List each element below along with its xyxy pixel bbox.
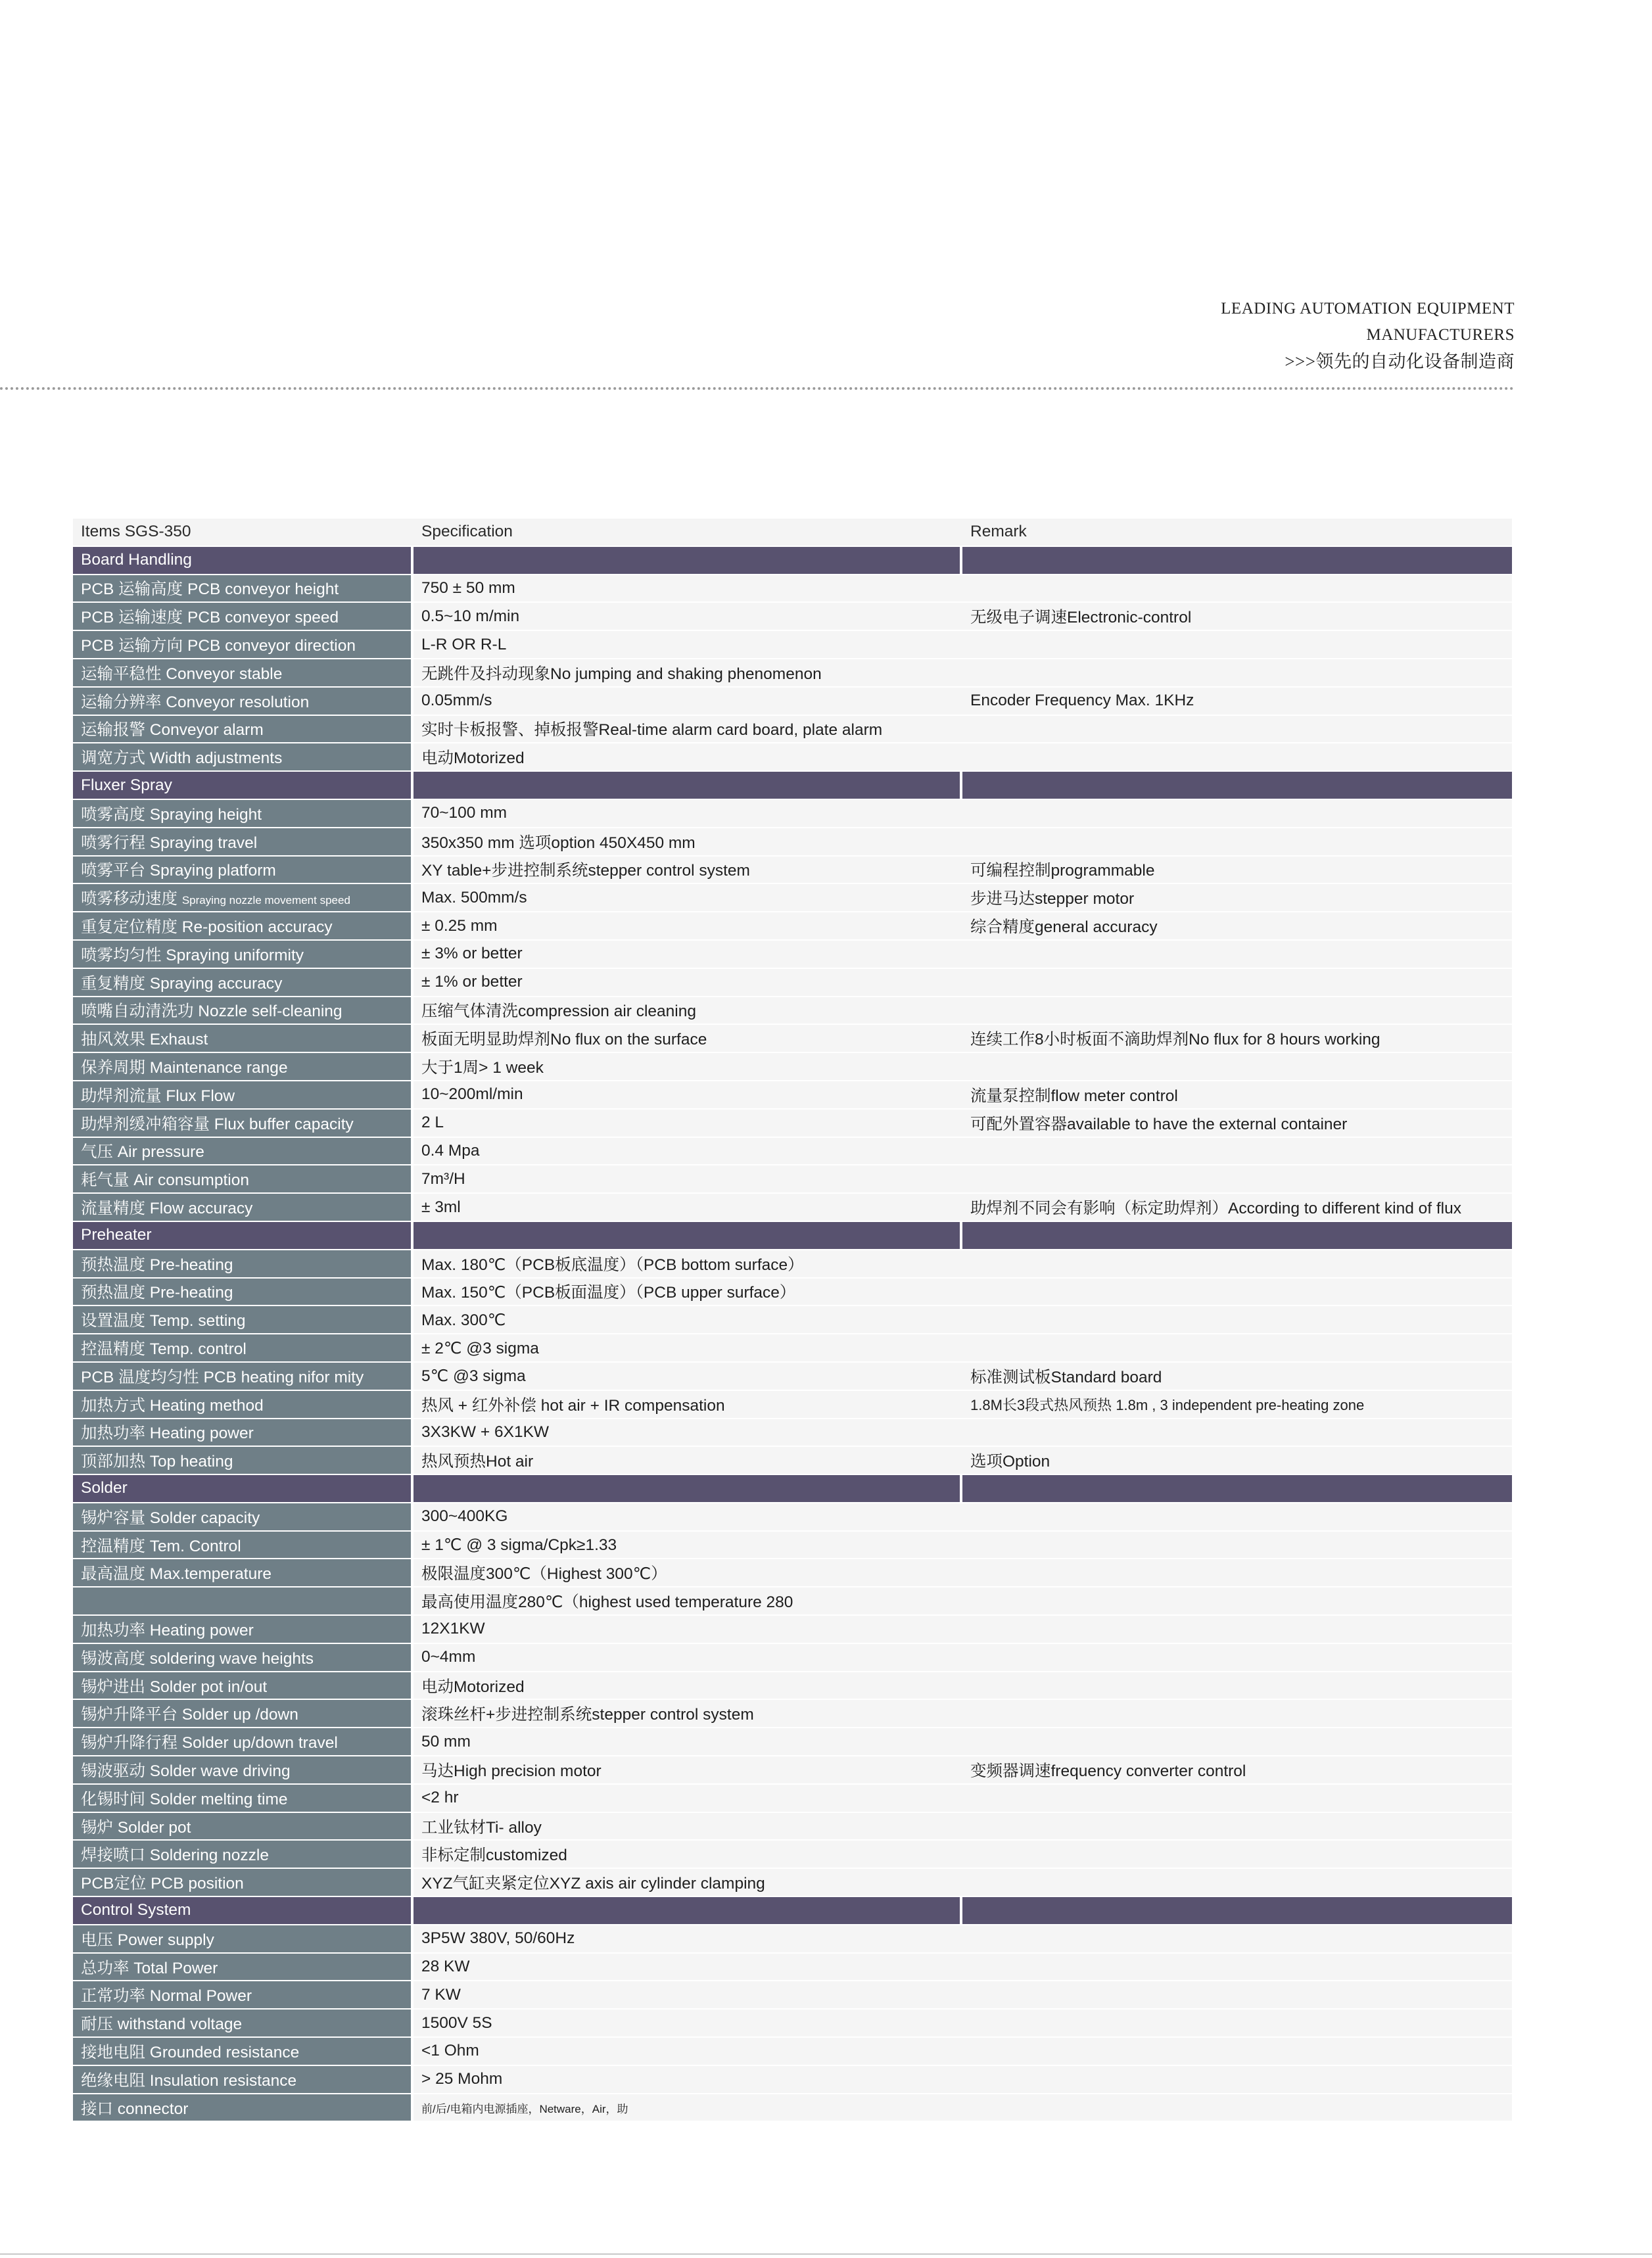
specification-cell: 板面无明显助焊剂No flux on the surface xyxy=(413,1025,962,1053)
item-cell xyxy=(73,2010,413,2038)
item-label: 喷嘴自动清洗功 Nozzle self-cleaning xyxy=(81,1002,342,1021)
item-cell xyxy=(73,659,413,688)
item-cell xyxy=(73,884,413,912)
item-cell xyxy=(73,1279,413,1307)
item-cell xyxy=(73,1954,413,1982)
remark-cell xyxy=(962,2038,1512,2066)
item-cell xyxy=(73,1728,413,1756)
item-cell xyxy=(73,1869,413,1897)
header-line-1: LEADING AUTOMATION EQUIPMENT xyxy=(1221,300,1515,318)
item-cell xyxy=(73,1559,413,1588)
table-row xyxy=(73,1532,1512,1560)
remark-cell xyxy=(962,1644,1512,1672)
specification-cell: 极限温度300℃（Highest 300℃） xyxy=(413,1559,962,1588)
item-cell xyxy=(73,688,413,716)
item-label: 最高温度 Max.temperature xyxy=(81,1565,271,1584)
table-row xyxy=(73,659,1512,688)
section-title: Solder xyxy=(73,1475,413,1503)
remark-cell xyxy=(962,1138,1512,1166)
specification-cell: ± 1℃ @ 3 sigma/Cpk≥1.33 xyxy=(413,1532,962,1560)
item-label: 锡炉容量 Solder capacity xyxy=(81,1509,260,1527)
specification-cell: 大于1周> 1 week xyxy=(413,1053,962,1081)
item-cell xyxy=(73,1053,413,1081)
item-label: 控温精度 Tem. Control xyxy=(81,1537,241,1555)
specification-cell: 无跳件及抖动现象No jumping and shaking phenomenon xyxy=(413,659,962,688)
remark-cell xyxy=(962,2010,1512,2038)
remark-cell: 变频器调速frequency converter control xyxy=(962,1756,1512,1785)
remark-cell xyxy=(962,1334,1512,1363)
item-label: 化锡时间 Solder melting time xyxy=(81,1790,288,1808)
item-label: 锡炉升降行程 Solder up/down travel xyxy=(81,1734,338,1752)
item-cell xyxy=(73,1419,413,1447)
column-header-item: Items SGS-350 xyxy=(73,519,413,547)
item-label: PCB定位 PCB position xyxy=(81,1875,244,1893)
section-header-cell xyxy=(962,772,1512,800)
item-label: 正常功率 Normal Power xyxy=(81,1987,252,2006)
item-label: 喷雾高度 Spraying height xyxy=(81,805,262,824)
specification-cell: ± 0.25 mm xyxy=(413,912,962,941)
table-row xyxy=(73,1250,1512,1279)
specification-cell: <2 hr xyxy=(413,1785,962,1813)
specification-cell: <1 Ohm xyxy=(413,2038,962,2066)
remark-cell xyxy=(962,1306,1512,1334)
section-title: Control System xyxy=(73,1897,413,1925)
item-label: 顶部加热 Top heating xyxy=(81,1453,233,1471)
item-label: 耗气量 Air consumption xyxy=(81,1171,249,1190)
item-cell xyxy=(73,1700,413,1728)
specification-cell: ± 1% or better xyxy=(413,969,962,997)
remark-cell xyxy=(962,1279,1512,1307)
remark-cell: 可编程控制programmable xyxy=(962,857,1512,885)
specification-cell: 马达High precision motor xyxy=(413,1756,962,1785)
table-row xyxy=(73,1081,1512,1110)
remark-cell xyxy=(962,828,1512,857)
remark-cell xyxy=(962,1925,1512,1954)
table-row xyxy=(73,716,1512,744)
item-label: 接地电阻 Grounded resistance xyxy=(81,2043,300,2061)
header-line-2: MANUFACTURERS xyxy=(1366,326,1515,344)
item-cell xyxy=(73,1644,413,1672)
specification-cell: 最高使用温度280℃（highest used temperature 280 xyxy=(413,1588,962,1616)
section-header-row xyxy=(73,772,1512,800)
remark-cell: 流量泵控制flow meter control xyxy=(962,1081,1512,1110)
item-label: 运输平稳性 Conveyor stable xyxy=(81,665,283,683)
table-row xyxy=(73,1616,1512,1644)
remark-cell xyxy=(962,1841,1512,1869)
specification-cell: 压缩气体清洗compression air cleaning xyxy=(413,997,962,1025)
specification-cell: Max. 500mm/s xyxy=(413,884,962,912)
remark-cell xyxy=(962,716,1512,744)
remark-cell xyxy=(962,1559,1512,1588)
table-row xyxy=(73,1925,1512,1954)
specification-cell: 5℃ @3 sigma xyxy=(413,1363,962,1391)
remark-cell xyxy=(962,1672,1512,1701)
remark-cell xyxy=(962,941,1512,969)
item-cell xyxy=(73,857,413,885)
remark-cell xyxy=(962,1700,1512,1728)
specification-cell: 750 ± 50 mm xyxy=(413,575,962,603)
remark-cell xyxy=(962,1813,1512,1841)
item-cell xyxy=(73,997,413,1025)
item-label: 锡炉升降平台 Solder up /down xyxy=(81,1706,298,1724)
item-label: 耐压 withstand voltage xyxy=(81,2015,243,2034)
section-header-cell xyxy=(962,1897,1512,1925)
section-header-cell xyxy=(413,1222,962,1250)
table-row xyxy=(73,1447,1512,1475)
item-cell xyxy=(73,2066,413,2094)
table-row xyxy=(73,1981,1512,2010)
table-row xyxy=(73,941,1512,969)
specification-cell: 0.5~10 m/min xyxy=(413,603,962,631)
table-row xyxy=(73,1194,1512,1222)
item-cell xyxy=(73,1334,413,1363)
table-row xyxy=(73,1025,1512,1053)
item-label: 运输分辨率 Conveyor resolution xyxy=(81,693,310,711)
specification-cell: 实时卡板报警、掉板报警Real-time alarm card board, plate alarm xyxy=(413,716,962,744)
specification-cell: 28 KW xyxy=(413,1954,962,1982)
remark-cell xyxy=(962,1981,1512,2010)
table-row xyxy=(73,1785,1512,1813)
section-header-row xyxy=(73,1475,1512,1503)
item-cell xyxy=(73,1616,413,1644)
item-label: PCB 运输速度 PCB conveyor speed xyxy=(81,609,339,627)
item-cell xyxy=(73,2038,413,2066)
remark-cell: 无级电子调速Electronic-control xyxy=(962,603,1512,631)
item-label: 喷雾均匀性 Spraying uniformity xyxy=(81,946,304,964)
table-row xyxy=(73,1391,1512,1419)
remark-cell xyxy=(962,631,1512,659)
section-header-row xyxy=(73,1222,1512,1250)
item-label: PCB 运输高度 PCB conveyor height xyxy=(81,580,339,599)
table-row xyxy=(73,857,1512,885)
remark-cell xyxy=(962,1053,1512,1081)
table-row xyxy=(73,1110,1512,1138)
table-row xyxy=(73,1954,1512,1982)
item-label: 气压 Air pressure xyxy=(81,1143,204,1162)
table-row xyxy=(73,575,1512,603)
remark-cell xyxy=(962,1503,1512,1532)
specification-cell: Max. 180℃（PCB板底温度）（PCB bottom surface） xyxy=(413,1250,962,1279)
item-label: 保养周期 Maintenance range xyxy=(81,1059,288,1077)
item-cell xyxy=(73,1981,413,2010)
remark-cell: 助焊剂不同会有影响（标定助焊剂）According to different kind of flux xyxy=(962,1194,1512,1222)
table-row xyxy=(73,969,1512,997)
specification-cell: 热风 + 红外补偿 hot air + IR compensation xyxy=(413,1391,962,1419)
item-label: 调宽方式 Width adjustments xyxy=(81,749,283,768)
table-row xyxy=(73,1869,1512,1897)
specification-cell: 工业钛材Ti- alloy xyxy=(413,1813,962,1841)
section-header-cell xyxy=(962,1475,1512,1503)
item-cell xyxy=(73,1110,413,1138)
item-cell xyxy=(73,603,413,631)
item-cell xyxy=(73,1363,413,1391)
item-label: 预热温度 Pre-heating xyxy=(81,1284,233,1302)
specification-cell: 0.05mm/s xyxy=(413,688,962,716)
specification-cell: 350x350 mm 选项option 450X450 mm xyxy=(413,828,962,857)
item-cell xyxy=(73,1841,413,1869)
table-row xyxy=(73,1503,1512,1532)
item-cell xyxy=(73,941,413,969)
table-row xyxy=(73,1165,1512,1194)
item-cell xyxy=(73,912,413,941)
table-row xyxy=(73,1559,1512,1588)
item-label: 抽风效果 Exhaust xyxy=(81,1031,208,1049)
section-header-cell xyxy=(962,547,1512,575)
section-header-cell xyxy=(413,772,962,800)
table-row xyxy=(73,828,1512,857)
item-label: 加热功率 Heating power xyxy=(81,1621,254,1639)
table-row xyxy=(73,1700,1512,1728)
specification-table-body xyxy=(73,519,1512,2122)
remark-cell xyxy=(962,1954,1512,1982)
specification-cell: 10~200ml/min xyxy=(413,1081,962,1110)
remark-cell xyxy=(962,1616,1512,1644)
specification-cell: 7 KW xyxy=(413,1981,962,2010)
table-row xyxy=(73,1756,1512,1785)
item-label: 喷雾移动速度 xyxy=(81,890,177,908)
item-label: 喷雾行程 Spraying travel xyxy=(81,834,258,852)
specification-cell: 70~100 mm xyxy=(413,800,962,828)
item-label: 运输报警 Conveyor alarm xyxy=(81,721,264,740)
remark-cell xyxy=(962,1250,1512,1279)
specification-cell: 50 mm xyxy=(413,1728,962,1756)
item-label: 控温精度 Temp. control xyxy=(81,1340,247,1358)
table-row xyxy=(73,1138,1512,1166)
table-row xyxy=(73,884,1512,912)
remark-cell: Encoder Frequency Max. 1KHz xyxy=(962,688,1512,716)
item-label: 流量精度 Flow accuracy xyxy=(81,1200,253,1218)
remark-cell xyxy=(962,1869,1512,1897)
dotted-divider xyxy=(0,387,1515,390)
remark-cell xyxy=(962,1588,1512,1616)
item-cell xyxy=(73,1138,413,1166)
header-line-3: >>>领先的自动化设备制造商 xyxy=(1285,352,1515,371)
specification-cell: ± 2℃ @3 sigma xyxy=(413,1334,962,1363)
table-row xyxy=(73,912,1512,941)
item-label: 重复精度 Spraying accuracy xyxy=(81,974,283,993)
specification-cell: 前/后/电箱内电源插座，Netware，Air，助 xyxy=(413,2094,962,2123)
item-cell xyxy=(73,800,413,828)
specification-cell: 0.4 Mpa xyxy=(413,1138,962,1166)
remark-cell xyxy=(962,575,1512,603)
item-cell xyxy=(73,1756,413,1785)
specification-cell: 0~4mm xyxy=(413,1644,962,1672)
item-cell xyxy=(73,1785,413,1813)
specification-table xyxy=(73,519,1512,2122)
table-row xyxy=(73,1306,1512,1334)
section-title: Preheater xyxy=(73,1222,413,1250)
bottom-divider xyxy=(0,2253,1652,2255)
item-cell xyxy=(73,1250,413,1279)
table-row xyxy=(73,1841,1512,1869)
remark-cell: 选项Option xyxy=(962,1447,1512,1475)
item-cell xyxy=(73,1081,413,1110)
remark-cell xyxy=(962,1728,1512,1756)
item-cell xyxy=(73,1503,413,1532)
section-title: Board Handling xyxy=(73,547,413,575)
specification-cell: 电动Motorized xyxy=(413,743,962,772)
item-label: 助焊剂流量 Flux Flow xyxy=(81,1087,235,1105)
table-row xyxy=(73,2066,1512,2094)
remark-cell: 综合精度general accuracy xyxy=(962,912,1512,941)
remark-cell xyxy=(962,1785,1512,1813)
item-label-small: Spraying nozzle movement speed xyxy=(181,894,350,907)
section-header-row xyxy=(73,1897,1512,1925)
specification-cell: XY table+步进控制系统stepper control system xyxy=(413,857,962,885)
remark-cell: 可配外置容器available to have the external container xyxy=(962,1110,1512,1138)
item-label: 总功率 Total Power xyxy=(81,1959,218,1977)
remark-cell xyxy=(962,997,1512,1025)
item-label: 锡波驱动 Solder wave driving xyxy=(81,1762,291,1780)
specification-cell: 3P5W 380V, 50/60Hz xyxy=(413,1925,962,1954)
item-label: 锡炉进出 Solder pot in/out xyxy=(81,1678,268,1696)
specification-cell: Max. 150℃（PCB板面温度）（PCB upper surface） xyxy=(413,1279,962,1307)
remark-cell: 标准测试板Standard board xyxy=(962,1363,1512,1391)
item-cell xyxy=(73,743,413,772)
remark-cell xyxy=(962,2094,1512,2123)
specification-cell: ± 3ml xyxy=(413,1194,962,1222)
table-row xyxy=(73,1363,1512,1391)
remark-cell xyxy=(962,659,1512,688)
section-header-cell xyxy=(962,1222,1512,1250)
page-header xyxy=(1221,296,1515,375)
item-label: 喷雾平台 Spraying platform xyxy=(81,862,276,880)
table-row xyxy=(73,1728,1512,1756)
table-row xyxy=(73,1334,1512,1363)
table-row xyxy=(73,800,1512,828)
item-cell xyxy=(73,1925,413,1954)
item-label: 加热方式 Heating method xyxy=(81,1396,264,1415)
table-row xyxy=(73,997,1512,1025)
specification-cell: 滚珠丝杆+步进控制系统stepper control system xyxy=(413,1700,962,1728)
table-row xyxy=(73,1419,1512,1447)
specification-cell: 2 L xyxy=(413,1110,962,1138)
table-row xyxy=(73,1813,1512,1841)
section-title: Fluxer Spray xyxy=(73,772,413,800)
remark-cell xyxy=(962,800,1512,828)
specification-cell: 300~400KG xyxy=(413,1503,962,1532)
specification-cell: 12X1KW xyxy=(413,1616,962,1644)
table-row xyxy=(73,2038,1512,2066)
remark-cell xyxy=(962,1165,1512,1194)
table-header-row xyxy=(73,519,1512,547)
specification-cell: 热风预热Hot air xyxy=(413,1447,962,1475)
item-cell xyxy=(73,969,413,997)
item-cell xyxy=(73,1025,413,1053)
item-cell xyxy=(73,2094,413,2123)
item-label: 焊接喷口 Soldering nozzle xyxy=(81,1846,269,1865)
item-label: PCB 运输方向 PCB conveyor direction xyxy=(81,637,356,655)
remark-cell: 1.8M长3段式热风预热 1.8m , 3 independent pre-heating zone xyxy=(962,1391,1512,1419)
specification-cell: ± 3% or better xyxy=(413,941,962,969)
section-header-row xyxy=(73,547,1512,575)
table-row xyxy=(73,1053,1512,1081)
section-header-cell xyxy=(413,1897,962,1925)
item-label: 锡炉 Solder pot xyxy=(81,1818,191,1837)
item-label: 绝缘电阻 Insulation resistance xyxy=(81,2071,297,2090)
specification-cell: Max. 300℃ xyxy=(413,1306,962,1334)
item-cell xyxy=(73,1532,413,1560)
item-label: PCB 温度均匀性 PCB heating nifor mity xyxy=(81,1368,364,1386)
item-cell xyxy=(73,1306,413,1334)
remark-cell: 连续工作8小时板面不滴助焊剂No flux for 8 hours working xyxy=(962,1025,1512,1053)
specification-cell: > 25 Mohm xyxy=(413,2066,962,2094)
table-row xyxy=(73,1588,1512,1616)
remark-cell xyxy=(962,2066,1512,2094)
specification-cell: L-R OR R-L xyxy=(413,631,962,659)
specification-cell: 非标定制customized xyxy=(413,1841,962,1869)
item-cell xyxy=(73,1588,413,1616)
specification-cell: 7m³/H xyxy=(413,1165,962,1194)
table-row xyxy=(73,2094,1512,2123)
item-label: 加热功率 Heating power xyxy=(81,1424,254,1443)
item-cell xyxy=(73,575,413,603)
item-label: 电压 Power supply xyxy=(81,1931,214,1949)
column-header-specification: Specification xyxy=(413,519,962,547)
table-row xyxy=(73,603,1512,631)
table-row xyxy=(73,1672,1512,1701)
item-cell xyxy=(73,828,413,857)
item-label: 预热温度 Pre-heating xyxy=(81,1256,233,1274)
item-label: 锡波高度 soldering wave heights xyxy=(81,1649,314,1668)
specification-cell: 3X3KW + 6X1KW xyxy=(413,1419,962,1447)
specification-cell: XYZ气缸夹紧定位XYZ axis air cylinder clamping xyxy=(413,1869,962,1897)
item-cell xyxy=(73,631,413,659)
section-header-cell xyxy=(413,547,962,575)
item-cell xyxy=(73,1447,413,1475)
remark-cell xyxy=(962,1419,1512,1447)
table-row xyxy=(73,688,1512,716)
item-cell xyxy=(73,1672,413,1701)
table-row xyxy=(73,631,1512,659)
item-cell xyxy=(73,1813,413,1841)
column-header-remark: Remark xyxy=(962,519,1512,547)
remark-cell: 步进马达stepper motor xyxy=(962,884,1512,912)
table-row xyxy=(73,743,1512,772)
item-label: 助焊剂缓冲箱容量 Flux buffer capacity xyxy=(81,1115,354,1133)
item-cell xyxy=(73,716,413,744)
item-label: 设置温度 Temp. setting xyxy=(81,1312,246,1330)
item-cell xyxy=(73,1391,413,1419)
table-row xyxy=(73,1644,1512,1672)
specification-cell: 1500V 5S xyxy=(413,2010,962,2038)
table-row xyxy=(73,2010,1512,2038)
remark-cell xyxy=(962,969,1512,997)
section-header-cell xyxy=(413,1475,962,1503)
item-label: 重复定位精度 Re-position accuracy xyxy=(81,918,333,937)
item-cell xyxy=(73,1194,413,1222)
item-label: 接口 connector xyxy=(81,2100,189,2118)
item-cell xyxy=(73,1165,413,1194)
table-row xyxy=(73,1279,1512,1307)
remark-cell xyxy=(962,1532,1512,1560)
remark-cell xyxy=(962,743,1512,772)
specification-cell: 电动Motorized xyxy=(413,1672,962,1701)
